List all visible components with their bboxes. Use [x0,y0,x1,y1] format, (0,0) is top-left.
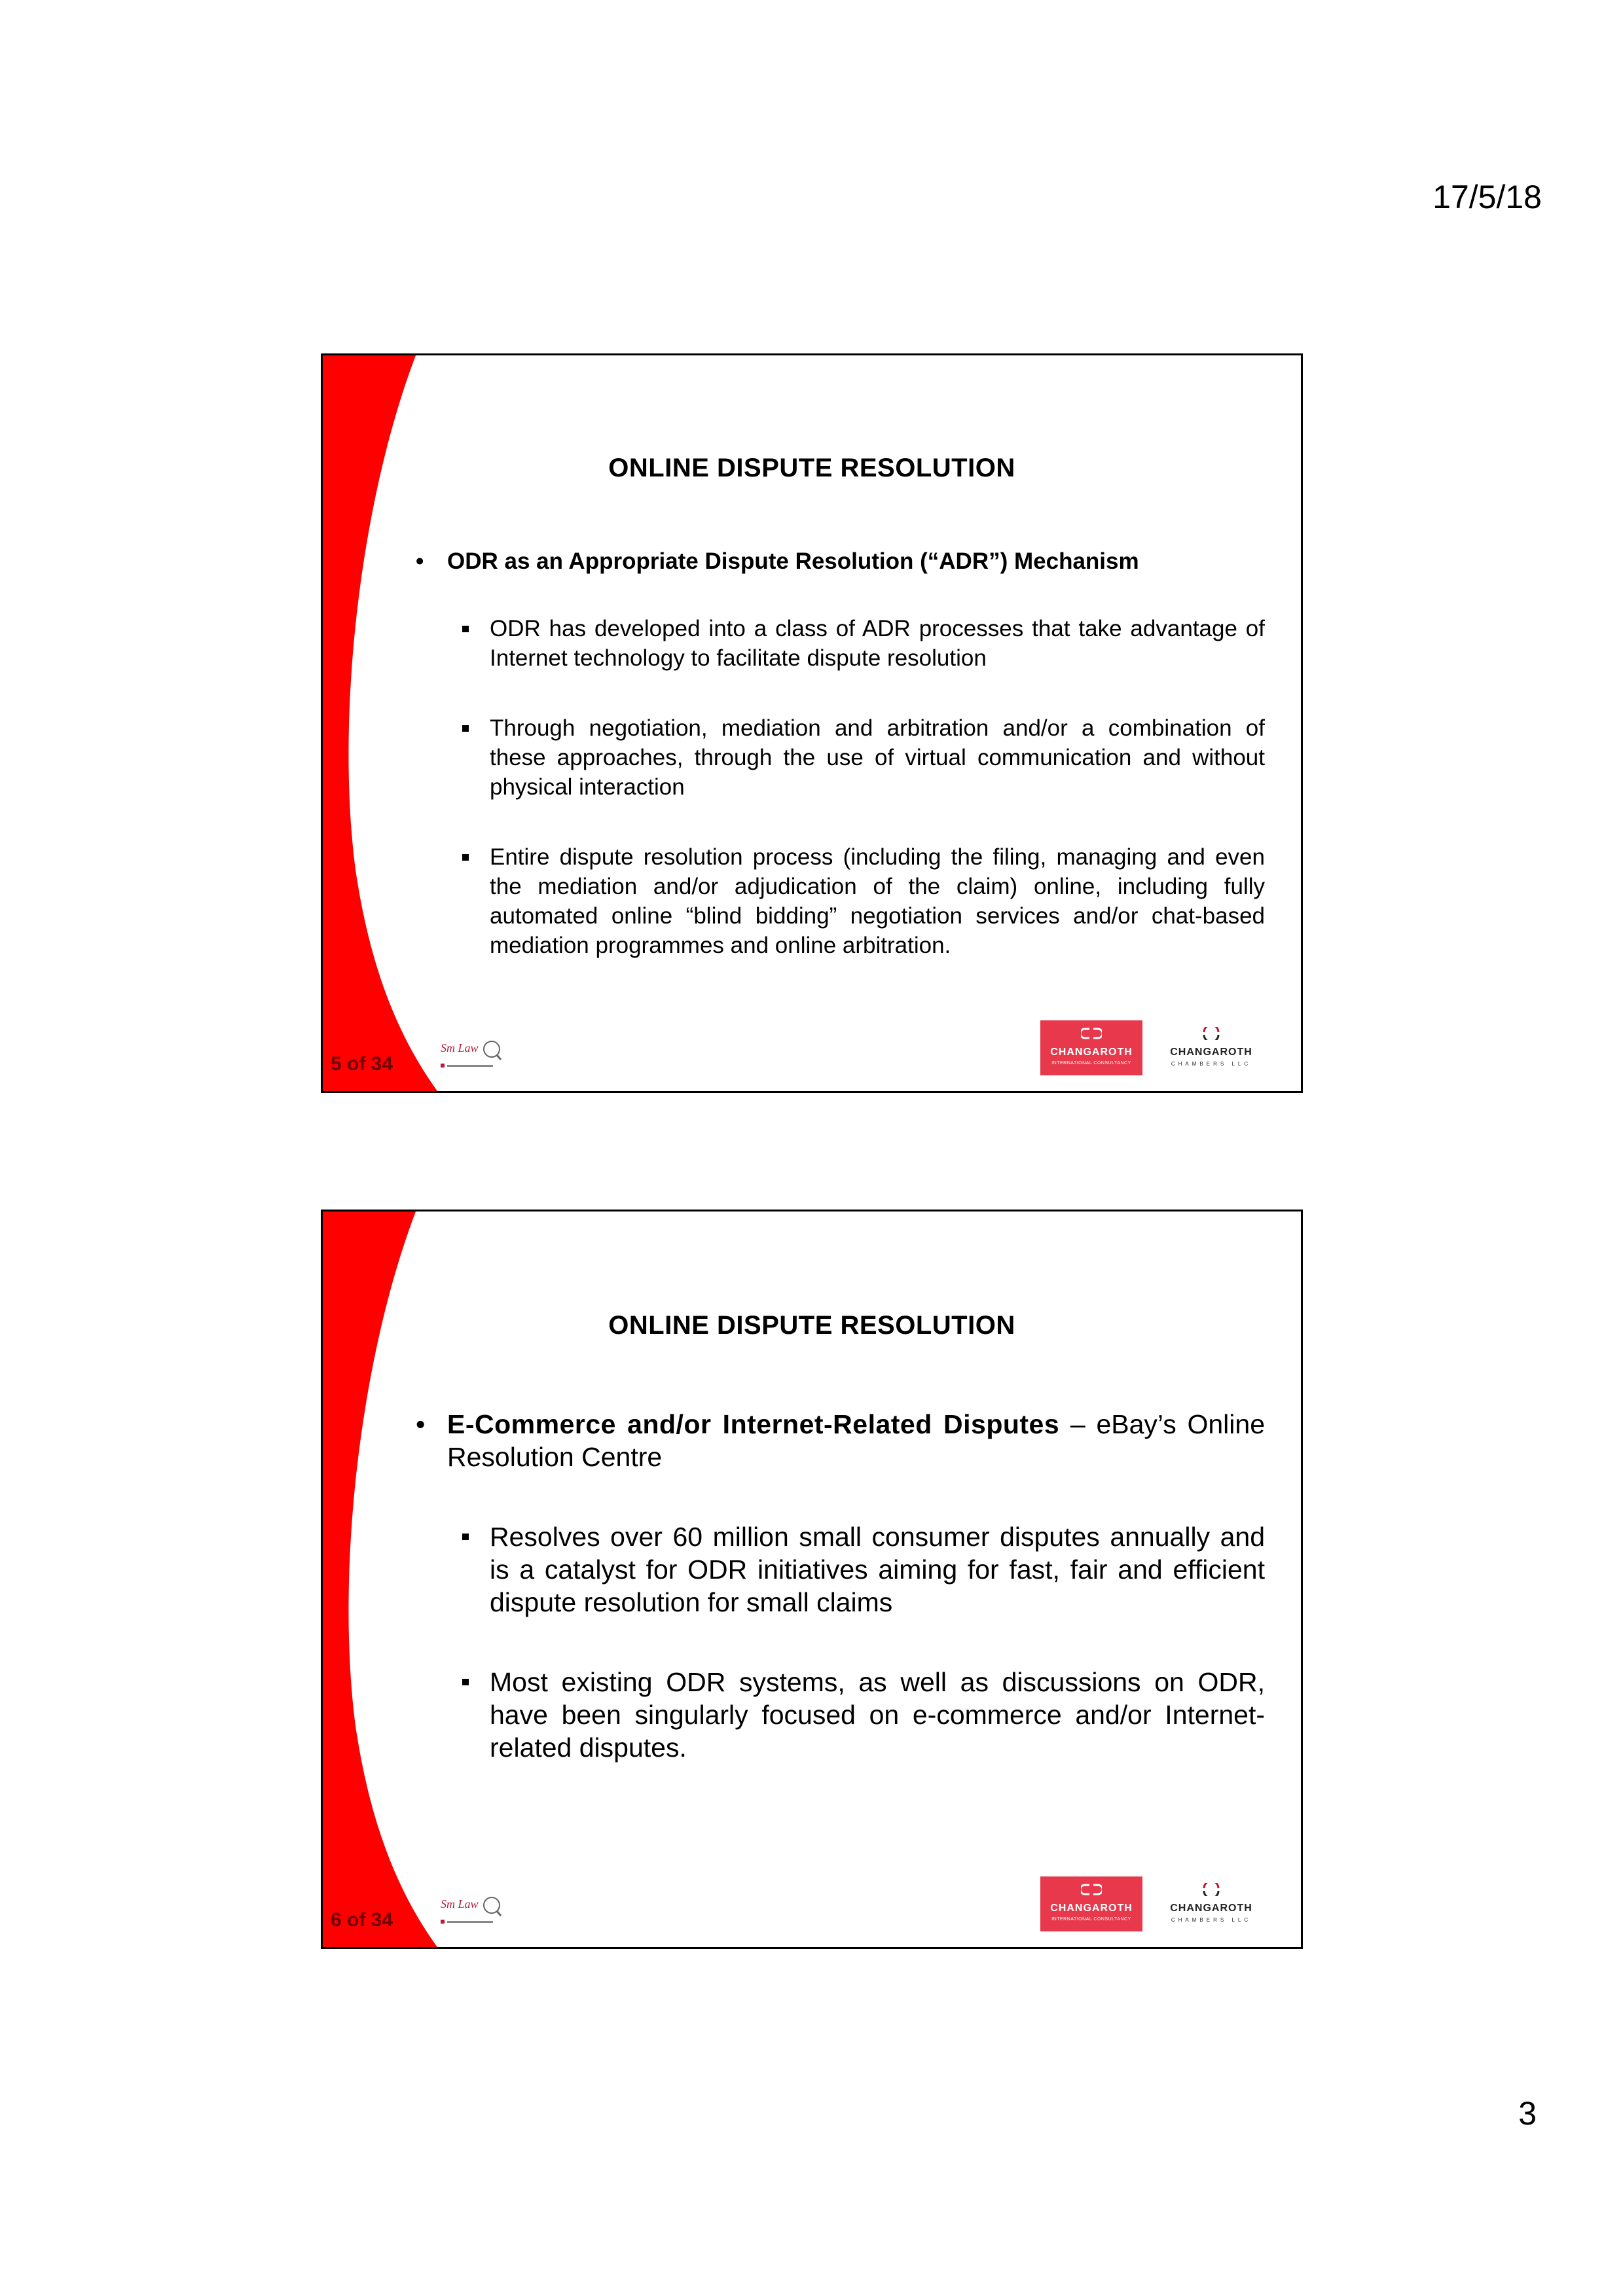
square-bullet-icon [462,1679,469,1685]
law-firm-logo [439,1037,501,1071]
sub-bullet-list [408,1520,1265,1764]
changaroth-consultancy-logo [1040,1876,1142,1931]
main-bullet-bold-text: ODR as an Appropriate Dispute Resolution (“ADR”) Mechanism [447,548,1139,574]
sub-bullet [408,1666,1265,1764]
logo-subtitle: INTERNATIONAL CONSULTANCY [1051,1061,1131,1066]
changaroth-mark-icon [1081,1883,1102,1896]
square-bullet-icon [462,854,469,861]
logo-subtitle: INTERNATIONAL CONSULTANCY [1051,1917,1131,1922]
changaroth-mark-icon [1081,1027,1102,1040]
changaroth-consultancy-logo [1040,1020,1142,1075]
slide-count: 5 of 34 [331,1053,393,1075]
page-date: 17/5/18 [1432,179,1542,215]
sub-bullet [408,713,1265,802]
changaroth-chambers-logo [1162,1020,1260,1075]
bullet-dot-icon: • [416,548,424,574]
slide-count: 6 of 34 [331,1909,393,1931]
sub-bullet-text: Resolves over 60 million small consumer disputes annually and is a catalyst for ODR initiatives aiming for fast, fair and efficient dispute resolution for small claims [490,1522,1265,1617]
changaroth-mark-icon [1201,1027,1221,1040]
slide-title: ONLINE DISPUTE RESOLUTION [608,454,1015,482]
slide-5 [321,353,1303,1093]
svg-text:Sm Law: Sm Law [441,1897,479,1910]
sub-bullet-text: Most existing ODR systems, as well as discussions on ODR, have been singularly focused on e-commerce and/or Internet-related disputes. [490,1667,1265,1763]
changaroth-mark-icon [1201,1883,1221,1896]
sub-bullet-list [408,614,1265,960]
slide-content [408,1408,1265,1811]
sub-bullet [408,614,1265,673]
main-bullet [408,547,1265,576]
law-firm-logo [439,1893,501,1928]
main-bullet-bold-text: E-Commerce and/or Internet-Related Disputes [447,1409,1060,1439]
bullet-dot-icon: • [416,1409,426,1439]
main-bullet [408,1408,1265,1473]
slide-content [408,547,1265,1001]
sub-bullet [408,842,1265,960]
square-bullet-icon [462,1534,469,1540]
sub-bullet-text: ODR has developed into a class of ADR processes that take advantage of Internet technology to facilitate dispute resolution [490,616,1265,671]
svg-text:Sm Law: Sm Law [441,1041,479,1054]
sub-bullet-text: Through negotiation, mediation and arbitration and/or a combination of these approaches, through the use of virtual communication and without physical interaction [490,715,1265,800]
logo-name: CHANGAROTH [1050,1903,1133,1914]
sub-bullet-text: Entire dispute resolution process (including the filing, managing and even the mediation and/or adjudication of the claim) online, including fully automated online “blind bidding” negotiation services and/or chat-based mediation programmes and online arbitration. [490,844,1265,958]
sub-bullet [408,1520,1265,1619]
logo-name: CHANGAROTH [1050,1047,1133,1058]
slide-6 [321,1210,1303,1949]
changaroth-chambers-logo [1162,1876,1260,1931]
logo-subtitle: CHAMBERS LLC [1171,1917,1252,1923]
square-bullet-icon [462,725,469,732]
logo-name: CHANGAROTH [1170,1903,1252,1914]
logo-subtitle: CHAMBERS LLC [1171,1061,1252,1067]
main-bullet-text: – eBay’s Online Resolution Centre [447,1409,1266,1472]
page-number: 3 [1518,2095,1537,2132]
logo-name: CHANGAROTH [1170,1047,1252,1058]
slide-title: ONLINE DISPUTE RESOLUTION [608,1311,1015,1340]
square-bullet-icon [462,626,469,632]
